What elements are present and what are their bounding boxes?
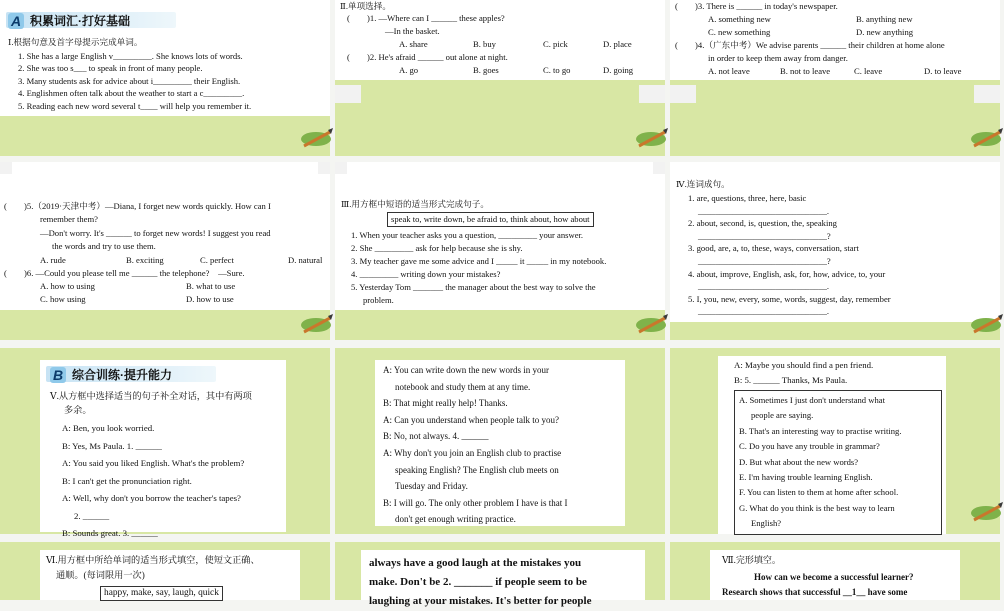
option: A. go bbox=[399, 65, 419, 75]
option: D. to leave bbox=[924, 66, 962, 76]
question-line: 4. Englishmen often talk about the weather to start a c_________. bbox=[18, 88, 245, 99]
option: E. I'm having trouble learning English. bbox=[739, 472, 873, 483]
option: A. rude bbox=[40, 255, 66, 265]
option: C. leave bbox=[854, 66, 883, 76]
option: A. something new bbox=[708, 14, 771, 24]
question-line: 4. about, improve, English, ask, for, how, advice, to, your bbox=[688, 268, 886, 279]
pencil-icon bbox=[968, 312, 1004, 338]
question-4: ( )4.（广东中考）We advise parents ______ their children at home alone bbox=[675, 40, 945, 50]
option: C. pick bbox=[543, 39, 568, 49]
question-1-answer: —In the basket. bbox=[385, 26, 440, 36]
option: C. how using bbox=[40, 294, 86, 304]
question-2: ( )2. He's afraid ______ out alone at night. bbox=[347, 52, 508, 62]
dialogue-line: Tuesday and Friday. bbox=[395, 481, 468, 492]
pencil-icon bbox=[298, 126, 334, 152]
dialogue-line: don't get enough writing practice. bbox=[395, 514, 516, 525]
option: English? bbox=[751, 518, 782, 529]
dialogue-line: A: You said you liked English. What's the problem? bbox=[62, 458, 245, 468]
question-line: 2. about, second, is, question, the, speaking bbox=[688, 218, 837, 229]
question-line: 5. Yesterday Tom _______ the manager about the best way to solve the bbox=[351, 282, 596, 292]
pencil-icon bbox=[968, 126, 1004, 152]
question-5-answer-cont: the words and try to use them. bbox=[52, 241, 156, 251]
dialogue-line: B: That might really help! Thanks. bbox=[383, 398, 508, 409]
blank-tile bbox=[335, 85, 361, 103]
slide-panel-12[interactable] bbox=[670, 542, 1000, 600]
question-6-options-row2 bbox=[40, 293, 280, 306]
dialogue-line: B: No, not always. 4. ______ bbox=[383, 431, 489, 442]
dialogue-line: A: Maybe you should find a pen friend. bbox=[734, 360, 874, 370]
slide-panel-4[interactable] bbox=[0, 162, 330, 340]
slide-panel-6[interactable] bbox=[670, 162, 1000, 340]
blank-tile bbox=[639, 85, 665, 103]
slide-panel-5[interactable] bbox=[335, 162, 665, 340]
dialogue-line: speaking English? The English club meets on bbox=[395, 464, 559, 475]
slide-panel-1[interactable] bbox=[0, 0, 330, 156]
blank-tile bbox=[0, 162, 12, 174]
option: C. Do you have any trouble in grammar? bbox=[739, 441, 880, 452]
section-heading-cont: 多余。 bbox=[64, 405, 92, 415]
question-line: 1. She has a large English v_________. She knows lots of words. bbox=[18, 51, 243, 61]
answer-line: ______________________________. bbox=[698, 205, 830, 216]
question-4-options bbox=[708, 65, 984, 78]
dialogue-line: B: I will go. The only other problem I have is that I bbox=[383, 497, 568, 508]
question-line: 4. _________ writing down your mistakes? bbox=[351, 269, 501, 279]
answer-line: ______________________________? bbox=[698, 255, 831, 266]
option: B. what to use bbox=[186, 281, 236, 291]
question-line: 2. She was too s___ to speak in front of many people. bbox=[18, 63, 203, 74]
passage-line: always have a good laugh at the mistakes you bbox=[369, 557, 582, 569]
question-line: 3. My teacher gave me some advice and I _____ it _____ in my notebook. bbox=[351, 256, 607, 266]
blank-tile bbox=[318, 162, 330, 174]
slide-panel-2[interactable] bbox=[335, 0, 665, 156]
option: A. not leave bbox=[708, 66, 750, 76]
passage-line: make. Don't be 2. _______ if people seem to be bbox=[369, 576, 587, 588]
options-box bbox=[734, 390, 942, 535]
option: D. natural bbox=[288, 255, 323, 265]
option: B. goes bbox=[473, 65, 499, 75]
question-line: 3. good, are, a, to, these, ways, conversation, start bbox=[688, 243, 859, 254]
answer-line: ______________________________? bbox=[698, 230, 831, 241]
section-heading: Ⅵ.用方框中所给单词的适当形式填空，使短文正确、 bbox=[46, 555, 260, 565]
question-line: 1. are, questions, three, here, basic bbox=[688, 193, 807, 203]
slide-panel-8[interactable] bbox=[335, 348, 665, 534]
question-6-options-row1 bbox=[40, 280, 280, 293]
question-4-cont: in order to keep them away from danger. bbox=[708, 53, 848, 63]
dialogue-line: A: Well, why don't you borrow the teacher's tapes? bbox=[62, 493, 241, 503]
question-line: 1. When your teacher asks you a question, _________ your answer. bbox=[351, 230, 584, 240]
option: B. exciting bbox=[126, 255, 164, 265]
question-5: ( )5.（2019·天津中考）—Diana, I forget new words quickly. How can I bbox=[4, 201, 271, 211]
option: D. going bbox=[603, 65, 634, 75]
passage bbox=[722, 570, 914, 600]
pencil-icon bbox=[298, 312, 334, 338]
question-5-options bbox=[40, 254, 348, 267]
question-2-options bbox=[399, 64, 663, 77]
question-line: 5. Reading each new word several t____ will help you remember it. bbox=[18, 100, 252, 111]
section-title: 积累词汇·打好基础 bbox=[30, 14, 130, 28]
option: A. share bbox=[399, 39, 428, 49]
section-header bbox=[8, 12, 130, 29]
passage-line: Research shows that successful __1__ have some bbox=[722, 587, 908, 597]
question-1-options bbox=[399, 38, 663, 51]
dialogue-line: A: You can write down the new words in your bbox=[383, 365, 549, 375]
option: C. perfect bbox=[200, 255, 234, 265]
question-3: ( )3. There is ______ in today's newspaper. bbox=[675, 1, 838, 11]
question-6: ( )6. —Could you please tell me ______ the telephone? —Sure. bbox=[4, 268, 245, 278]
option: F. You can listen to them at home after school. bbox=[739, 487, 899, 498]
slide-panel-3[interactable] bbox=[670, 0, 1000, 156]
section-heading: Ⅲ.用方框中短语的适当形式完成句子。 bbox=[341, 199, 489, 209]
dialogue bbox=[62, 420, 244, 543]
slide-panel-7[interactable] bbox=[0, 348, 330, 538]
dialogue-line: 2. ______ bbox=[74, 510, 110, 521]
slide-panel-9[interactable] bbox=[670, 348, 1000, 534]
blank-tile bbox=[670, 85, 696, 103]
answer-line: ______________________________. bbox=[698, 306, 830, 317]
option: B. anything new bbox=[856, 14, 913, 24]
section-heading: Ⅶ.完形填空。 bbox=[722, 555, 781, 565]
blank-tile bbox=[653, 162, 665, 174]
section-heading-cont: 通顺。(每词限用一次) bbox=[56, 570, 145, 580]
section-heading: Ⅳ.连词成句。 bbox=[676, 179, 730, 189]
question-1: ( )1. —Where can I ______ these apples? bbox=[347, 13, 505, 23]
option: B. not to leave bbox=[780, 66, 831, 76]
option: A. how to using bbox=[40, 281, 95, 291]
section-heading: Ⅰ.根据句意及首字母提示完成单词。 bbox=[8, 37, 143, 47]
passage-line: How can we become a successful learner? bbox=[754, 572, 914, 582]
question-5-answer: —Don't worry. It's ______ to forget new words! I suggest you read bbox=[40, 228, 271, 238]
dialogue-line: A: Why don't you join an English club to practise bbox=[383, 447, 562, 458]
dialogue-line: A: Can you understand when people talk to you? bbox=[383, 414, 559, 425]
question-3-options-row2 bbox=[708, 26, 948, 39]
section-heading: Ⅴ.从方框中选择适当的句子补全对话，其中有两项 bbox=[50, 391, 252, 401]
option: D. place bbox=[603, 39, 632, 49]
phrase-box: speak to, write down, be afraid to, think about, how about bbox=[387, 212, 594, 227]
section-heading: Ⅱ.单项选择。 bbox=[340, 1, 391, 11]
option: D. new anything bbox=[856, 27, 914, 37]
question-list bbox=[351, 229, 606, 307]
option: people are saying. bbox=[751, 410, 814, 421]
dialogue bbox=[383, 362, 568, 528]
section-badge: B bbox=[50, 367, 66, 383]
dialogue-line: A: Ben, you look worried. bbox=[62, 423, 155, 433]
option: C. to go bbox=[543, 65, 571, 75]
section-title: 综合训练·提升能力 bbox=[72, 368, 172, 382]
option: D. how to use bbox=[186, 294, 234, 304]
option: B. buy bbox=[473, 39, 496, 49]
option: A. Sometimes I just don't understand what bbox=[739, 395, 885, 405]
blank-tile bbox=[335, 162, 347, 174]
slide-panel-10[interactable] bbox=[0, 542, 330, 600]
question-list bbox=[688, 192, 891, 318]
question-5-cont: remember them? bbox=[40, 214, 98, 224]
question-3-options-row1 bbox=[708, 13, 948, 26]
section-header bbox=[50, 366, 172, 383]
slide-panel-11[interactable] bbox=[335, 542, 665, 607]
option: G. What do you think is the best way to learn bbox=[739, 502, 895, 513]
dialogue-line: B: Yes, Ms Paula. 1. ______ bbox=[62, 440, 162, 451]
passage-line: laughing at your mistakes. It's better for people bbox=[369, 595, 592, 607]
question-line: problem. bbox=[363, 295, 394, 305]
section-badge: A bbox=[8, 13, 24, 29]
option: C. new something bbox=[708, 27, 771, 37]
passage bbox=[369, 554, 591, 611]
answer-line: ______________________________. bbox=[698, 281, 830, 292]
dialogue-line: B: Sounds great. 3. ______ bbox=[62, 528, 158, 538]
question-line: 5. I, you, new, every, some, words, suggest, day, remember bbox=[688, 293, 891, 304]
blank-tile bbox=[974, 85, 1000, 103]
dialogue bbox=[734, 358, 873, 388]
question-list bbox=[18, 50, 251, 112]
question-line: 3. Many students ask for advice about i_________ their English. bbox=[18, 75, 241, 86]
question-line: 2. She _________ ask for help because she is shy. bbox=[351, 243, 523, 253]
word-box: happy, make, say, laugh, quick bbox=[100, 586, 223, 601]
pencil-icon bbox=[968, 500, 1004, 526]
dialogue-line: notebook and study them at any time. bbox=[395, 381, 531, 392]
option: B. That's an interesting way to practise writing. bbox=[739, 425, 902, 436]
pencil-icon bbox=[633, 312, 669, 338]
option: D. But what about the new words? bbox=[739, 456, 859, 467]
pencil-icon bbox=[633, 126, 669, 152]
dialogue-line: B: 5. ______ Thanks, Ms Paula. bbox=[734, 375, 848, 385]
dialogue-line: B: I can't get the pronunciation right. bbox=[62, 475, 192, 486]
